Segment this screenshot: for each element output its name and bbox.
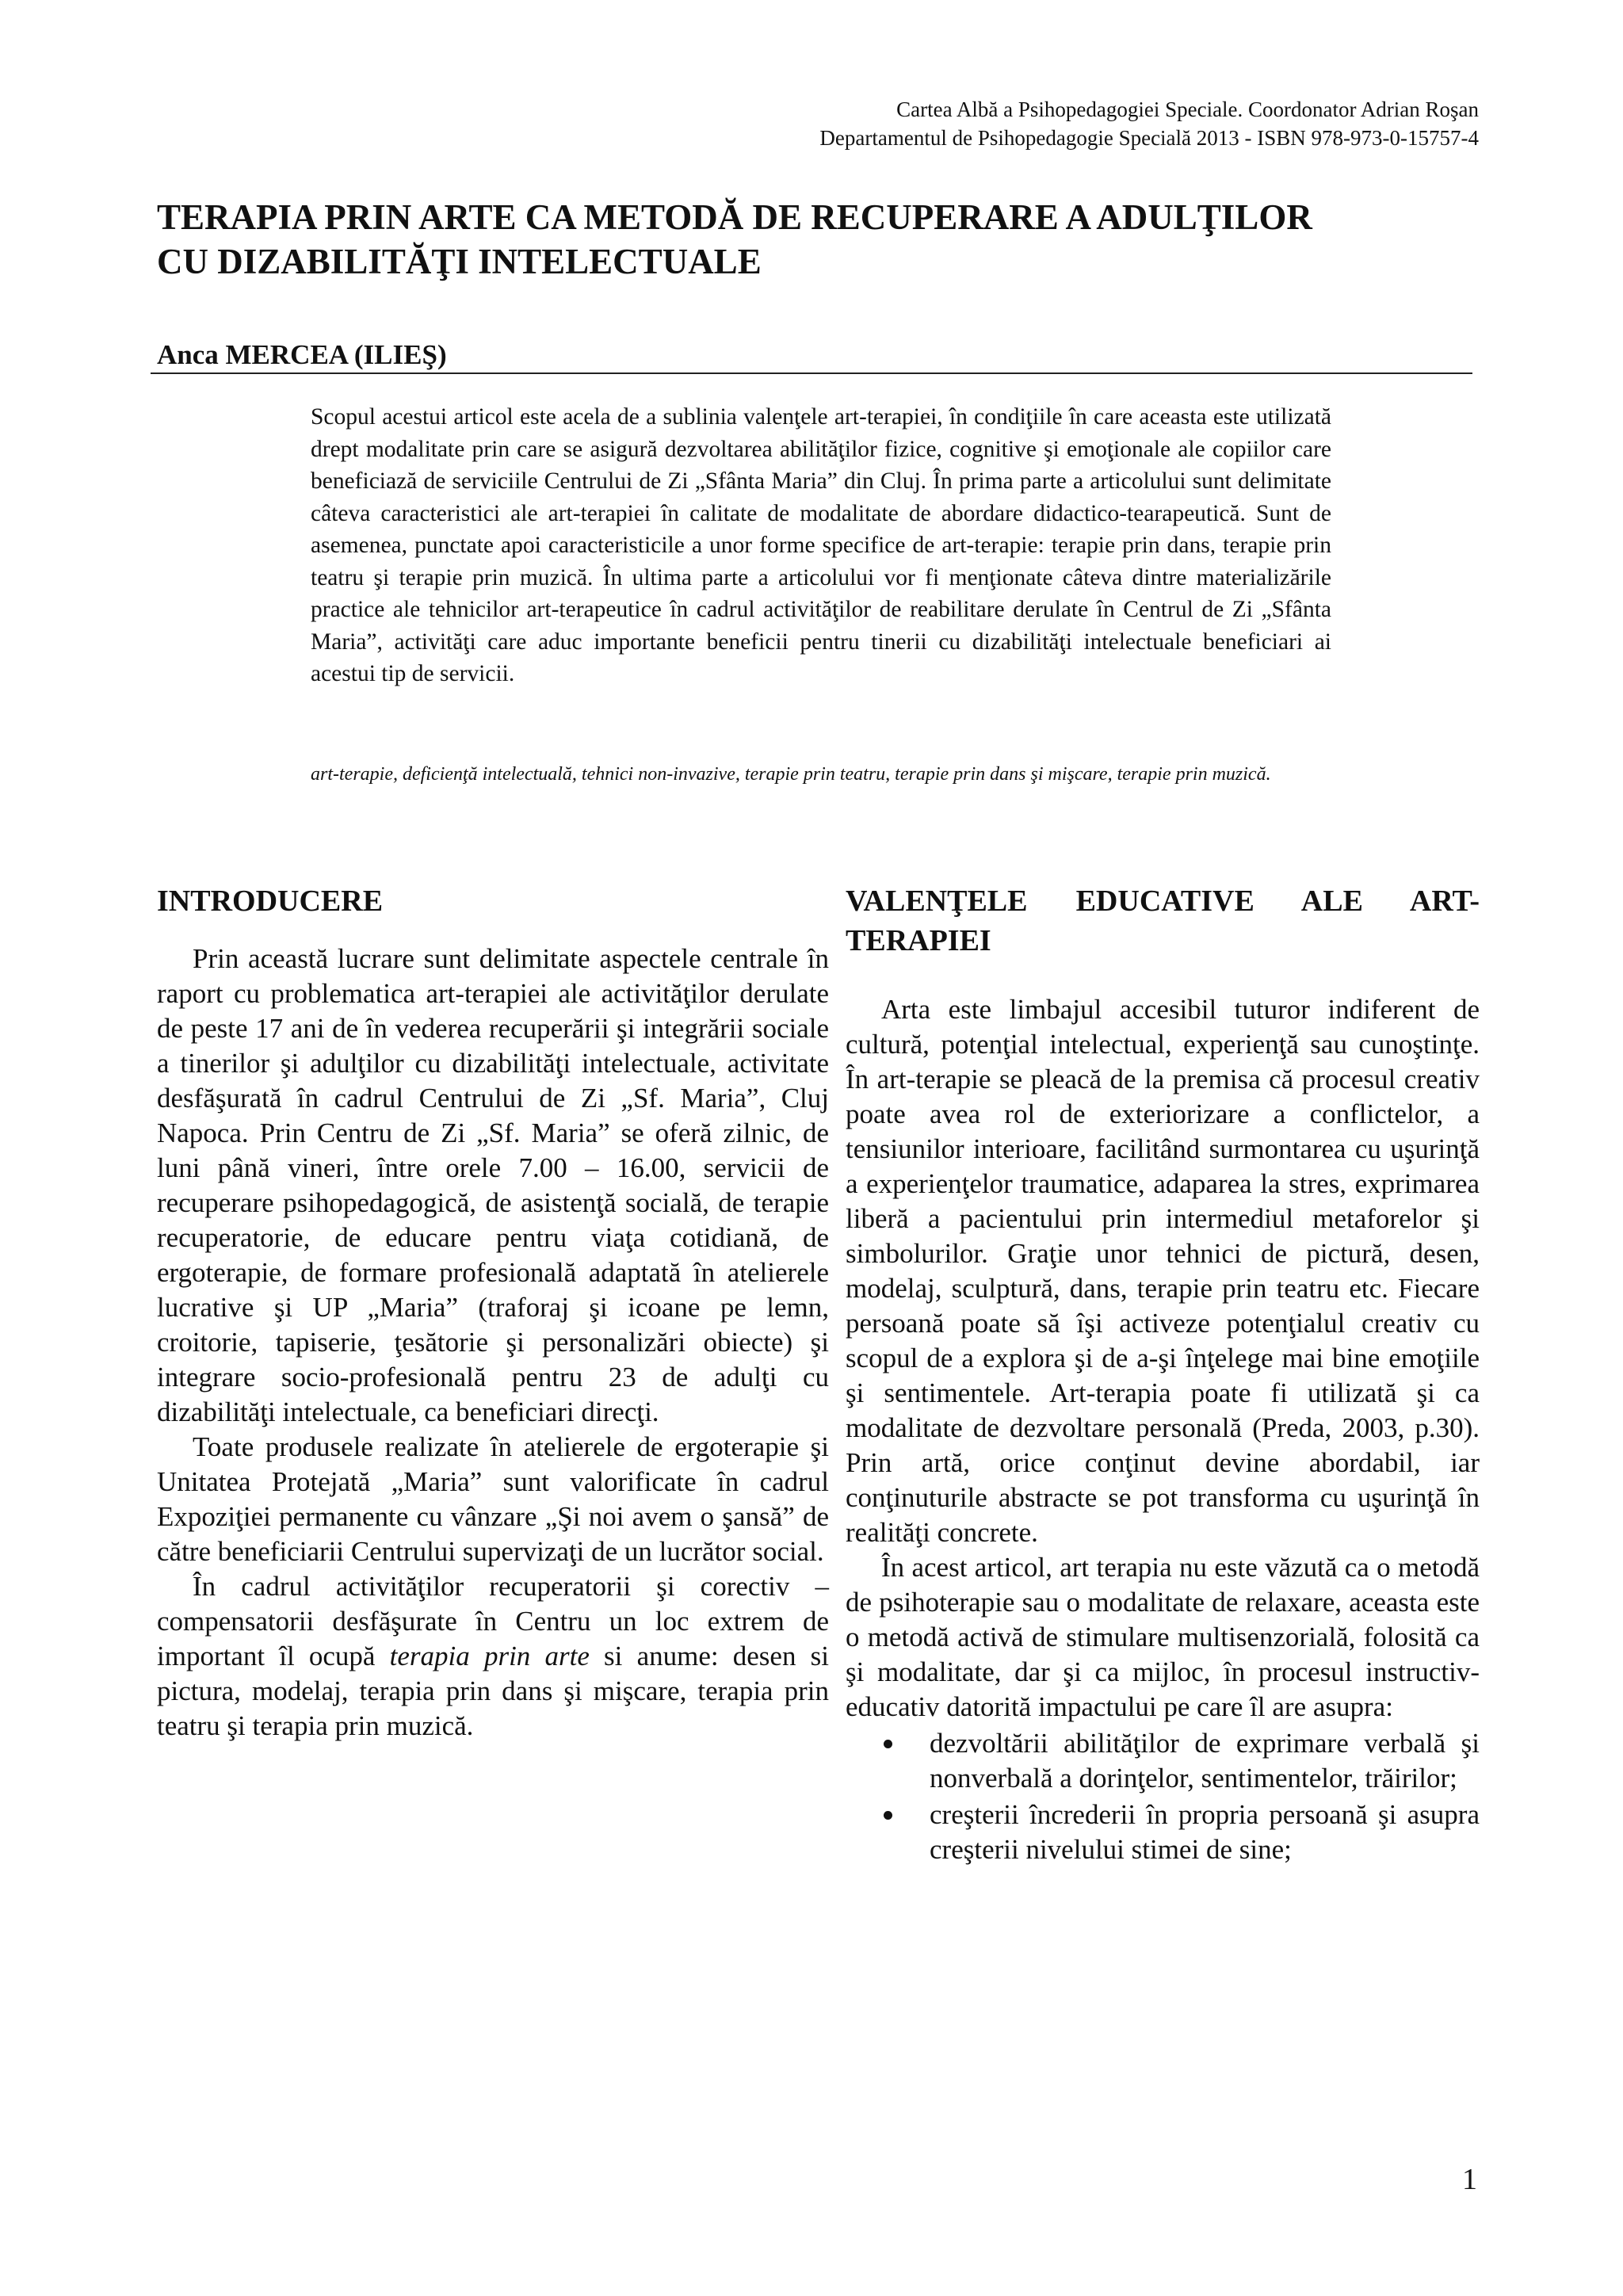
keywords: art-terapie, deficienţă intelectuală, tehnici non-invazive, terapie prin teatru, terapie prin dans şi mişcare, terapie prin muzică. <box>311 764 1271 785</box>
left-column <box>157 881 829 1744</box>
paragraph: Toate produsele realizate în atelierele de ergoterapie şi Unitatea Protejată „Maria” sunt valorificate în cadrul Expoziţiei permanente cu vânzare „Şi noi avem o şansă” de către beneficiarii Centrului supervizaţi de un lucrător social. <box>157 1431 829 1567</box>
title-line-1: TERAPIA PRIN ARTE CA METODĂ DE RECUPERARE A ADULŢILOR <box>157 197 1312 237</box>
running-header-book: Cartea Albă a Psihopedagogiei Speciale. Coordonator Adrian Roşan <box>896 97 1479 121</box>
bullet-icon <box>884 1740 892 1748</box>
paragraph <box>157 1569 829 1744</box>
bullet-icon <box>884 1811 892 1820</box>
section-heading-valentele: VALENŢELE EDUCATIVE ALE ART-TERAPIEI <box>846 884 1480 957</box>
list-item <box>846 1797 1480 1867</box>
title-line-2: CU DIZABILITĂŢI INTELECTUALE <box>157 242 762 281</box>
list-item <box>846 1726 1480 1796</box>
list-item-text: creşterii încrederii în propria persoană şi asupra creşterii nivelului stimei de sine; <box>930 1799 1480 1865</box>
paragraph: În acest articol, art terapia nu este văzută ca o metodă de psihoterapie sau o modalitate de relaxare, aceasta este o metodă activă de stimulare multisenzorială, folosită ca şi modalitate, dar şi ca mijloc, în procesul instructiv-educativ datorită impactului pe care îl are asupra: <box>846 1552 1480 1722</box>
author-divider <box>151 372 1472 374</box>
right-column <box>846 881 1480 1867</box>
section-heading-introducere: INTRODUCERE <box>157 884 384 918</box>
paragraph: Prin această lucrare sunt delimitate aspectele centrale în raport cu problematica art-terapiei ale activităţilor derulate de peste 17 ani de în vederea recuperării şi integrării sociale a tinerilor şi adulţilor cu dizabilităţi intelectuale, activitate desfăşurată în cadrul Centrului de Zi „Sf. Maria”, Cluj Napoca. Prin Centru de Zi „Sf. Maria” se oferă zilnic, de luni până vineri, între orele 7.00 – 16.00, servicii de recuperare psihopedagogică, de asistenţă socială, de terapie recuperatorie, de educare pentru viaţa cotidiană, de ergoterapie, de formare profesională adaptată în atelierele lucrative şi UP „Maria” (traforaj şi icoane pe lemn, croitorie, tapiserie, ţesătorie şi personalizări obiecte) şi integrare socio-profesională pentru 23 de adulţi cu dizabilităţi intelectuale, ca beneficiari direcţi. <box>157 943 829 1427</box>
paragraph-text: În cadrul activităţilor recuperatorii şi corectiv – compensatorii desfăşurate în Centru un loc extrem de important îl ocupă <box>157 1571 829 1671</box>
page-number: 1 <box>1462 2163 1477 2196</box>
paragraph: Arta este limbajul accesibil tuturor indiferent de cultură, potenţial intelectual, experienţă sau cunoştinţe. În art-terapie se pleacă de la premisa că procesul creativ poate avea rol de exteriorizare a conflictelor, a tensiunilor interioare, facilitând surmontarea cu uşurinţă a experienţelor traumatice, adaparea la stres, exprimarea liberă a pacientului prin intermediul metaforelor şi simbolurilor. Graţie unor tehnici de pictură, desen, modelaj, sculptură, dans, terapie prin teatru etc. Fiecare persoană poate să îşi activeze potenţialul creativ cu scopul de a explora şi de a-şi înţelege mai bine emoţiile şi sentimentele. Art-terapia poate fi utilizată şi ca modalitate de dezvoltare personală (Preda, 2003, p.30). Prin artă, orice conţinut devine abordabil, iar conţinuturile abstracte se pot transforma cu uşurinţă în realităţi concrete. <box>846 994 1480 1548</box>
abstract: Scopul acestui articol este acela de a sublinia valenţele art-terapiei, în condiţiile în care aceasta este utilizată drept modalitate prin care se asigură dezvoltarea abilităţilor fizice, cognitive şi emoţionale ale copiilor care beneficiază de serviciile Centrului de Zi „Sfânta Maria” din Cluj. În prima parte a articolului sunt delimitate câteva caracteristici ale art-terapiei în calitate de modalitate de abordare didactico-tearapeutică. Sunt de asemenea, punctate apoi caracteristicile a unor forme specifice de art-terapie: terapie prin dans, terapie prin teatru şi terapie prin muzică. În ultima parte a articolului vor fi menţionate câteva dintre materializările practice ale tehnicilor art-terapeutice în cadrul activităţilor de reabilitare derulate în Centrul de Zi „Sfânta Maria”, activităţi care aduc importante beneficii pentru tinerii cu dizabilităţi intelectuale beneficiari ai acestui tip de servicii. <box>311 404 1331 686</box>
paragraph-text: si anume: desen si pictura, modelaj, terapia prin dans şi mişcare, terapia prin teatru şi terapia prin muzică. <box>157 1641 829 1741</box>
bullet-list <box>846 1726 1480 1867</box>
list-item-text: dezvoltării abilităţilor de exprimare verbală şi nonverbală a dorinţelor, sentimentelor, trăirilor; <box>930 1728 1480 1794</box>
article-title <box>157 195 1472 284</box>
emphasis-text: terapia prin arte <box>389 1641 590 1671</box>
author-name: Anca MERCEA (ILIEŞ) <box>157 339 447 370</box>
running-header-department: Departamentul de Psihopedagogie Specială 2013 - ISBN 978-973-0-15757-4 <box>819 126 1479 150</box>
